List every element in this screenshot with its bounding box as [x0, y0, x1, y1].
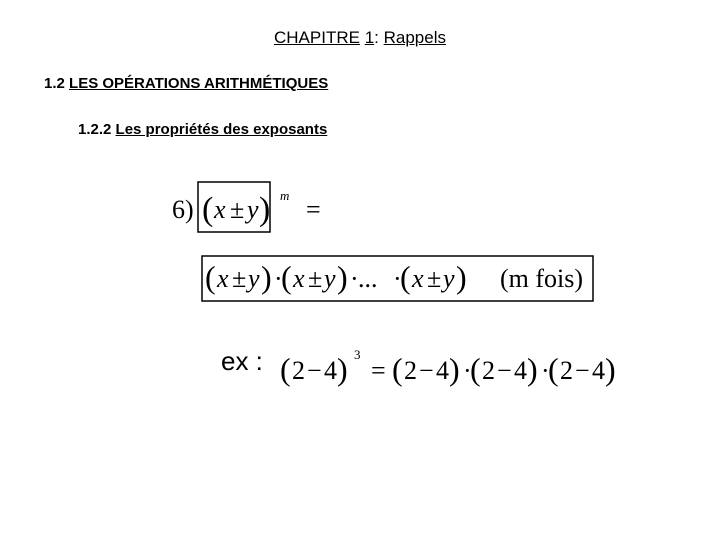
left-paren: (: [400, 259, 411, 295]
right-paren: ): [456, 259, 467, 295]
minus-sign: −: [575, 356, 590, 385]
title-colon: :: [374, 28, 379, 47]
pm-sign: ±: [232, 264, 247, 293]
pm-sign: ±: [308, 264, 323, 293]
example-label: ex :: [221, 346, 263, 376]
number-4: 4: [324, 356, 337, 385]
right-paren: ): [605, 351, 616, 387]
number-2: 2: [292, 356, 305, 385]
dot-sign: ·: [393, 264, 402, 293]
equals-sign: =: [371, 356, 386, 385]
var-x: x: [217, 264, 229, 293]
var-x: x: [214, 195, 226, 224]
left-paren: (: [392, 351, 403, 387]
dot-sign: ·: [274, 264, 283, 293]
number-4: 4: [514, 356, 527, 385]
example-formula: [278, 344, 648, 392]
number-2: 2: [482, 356, 495, 385]
exponent-m: m: [280, 188, 290, 203]
section-label: LES OPÉRATIONS ARITHMÉTIQUES: [69, 75, 329, 92]
number-4: 4: [592, 356, 605, 385]
title-number: 1: [364, 28, 375, 47]
var-y: y: [248, 264, 260, 293]
right-paren: ): [449, 351, 460, 387]
var-y: y: [324, 264, 336, 293]
left-paren: (: [280, 351, 291, 387]
var-y: y: [443, 264, 455, 293]
section-number: 1.2: [44, 75, 65, 92]
rule-6-rhs: [201, 254, 597, 304]
left-paren: (: [205, 259, 216, 295]
var-y: y: [247, 195, 259, 224]
right-paren: ): [261, 259, 272, 295]
minus-sign: −: [419, 356, 434, 385]
minus-sign: −: [307, 356, 322, 385]
right-paren: ): [259, 191, 271, 228]
subsection-heading: [78, 121, 327, 138]
right-paren: ): [527, 351, 538, 387]
right-paren: ): [337, 259, 348, 295]
left-paren: (: [470, 351, 481, 387]
pm-sign: ±: [230, 195, 245, 224]
number-4: 4: [436, 356, 449, 385]
section-heading: [44, 75, 328, 92]
dot-sign: ·: [350, 264, 359, 293]
pm-sign: ±: [427, 264, 442, 293]
dot-sign: ·: [463, 356, 472, 385]
right-paren: ): [337, 351, 348, 387]
dot-sign: ·: [541, 356, 550, 385]
ellipsis: ...: [358, 264, 378, 293]
page-title: [0, 28, 720, 48]
minus-sign: −: [497, 356, 512, 385]
subsection-label: Les propriétés des exposants: [115, 121, 328, 138]
title-topic: Rappels: [383, 28, 446, 47]
rule-index: 6): [172, 195, 194, 224]
m-fois-note: (m fois): [500, 264, 584, 293]
number-2: 2: [404, 356, 417, 385]
subsection-number: 1.2.2: [78, 121, 112, 138]
left-paren: (: [202, 191, 214, 228]
title-label: CHAPITRE: [273, 28, 360, 47]
left-paren: (: [548, 351, 559, 387]
rule-6-lhs: [170, 178, 340, 240]
var-x: x: [293, 264, 305, 293]
left-paren: (: [281, 259, 292, 295]
exponent-3: 3: [354, 347, 361, 362]
number-2: 2: [560, 356, 573, 385]
equals-sign: =: [306, 195, 321, 224]
var-x: x: [412, 264, 424, 293]
